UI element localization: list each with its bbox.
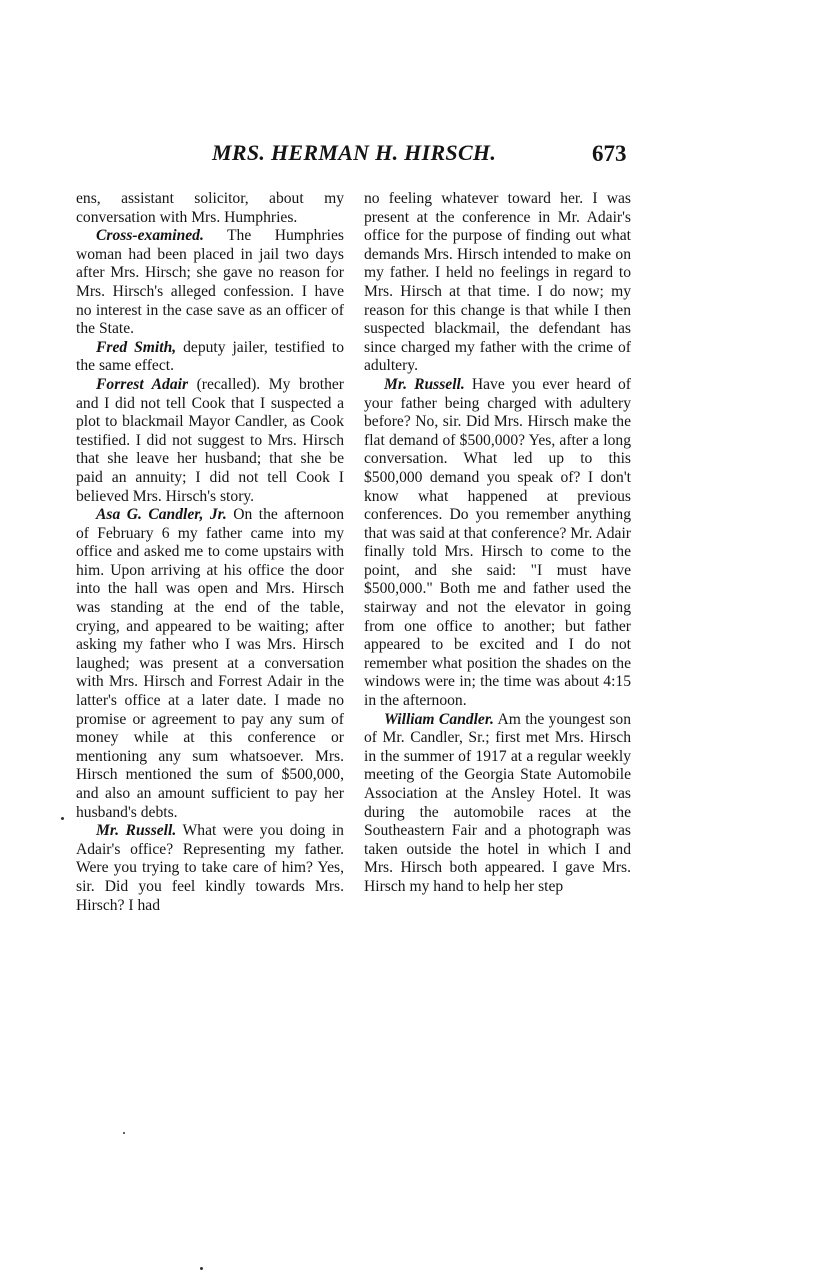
- page-number: 673: [592, 141, 627, 166]
- paragraph-continuation: ens, assistant solicitor, about my conversation with Mrs. Humphries.: [76, 190, 344, 226]
- paragraph-mr-russell: [76, 822, 344, 915]
- paragraph-text: Am the youngest son of Mr. Candler, Sr.; first met Mrs. Hirsch in the summer of 1917 at a regular weekly meeting of the Georgia State Automobile Association at the Ansley Hotel. It was during the automobile races at the Southeastern Fair and a photograph was taken outside the hotel in which I and Mrs. Hirsch both appeared. I gave Mrs. Hirsch my hand to help her step: [364, 710, 631, 895]
- paragraph-text: The Humphries woman had been placed in jail two days after Mrs. Hirsch; she gave no reason for Mrs. Hirsch's alleged confession. I have no interest in the case save as an officer of the State.: [76, 227, 344, 338]
- paragraph-fred-smith: [76, 339, 344, 376]
- paragraph-cross-examined: [76, 227, 344, 339]
- paragraph-forrest-adair: [76, 376, 344, 506]
- paragraph-text: Have you ever heard of your father being charged with adultery before? No, sir. Did Mrs. Hirsch make the flat demand of $500,000? Yes, after a long conversation. What led up to this $500,000 demand you speak of? I don't know what happened at previous conferences. Do you remember anything that was said at that conference? Mr. Adair finally told Mrs. Hirsch to come to the point, and she said: "I must have $500,000." Both me and father used the stairway and not the elevator in going from one office to another; but father appeared to be excited and I do not remember what position the shades on the windows were in; the time was about 4:15 in the afternoon.: [364, 375, 631, 710]
- scan-speck: [200, 1267, 203, 1270]
- scan-speck: [123, 1132, 125, 1134]
- paragraph-text: What were you doing in Adair's office? Representing my father. Were you trying to take care of him? Yes, sir. Did you feel kindly towards Mrs. Hirsch? I had: [76, 822, 344, 914]
- running-header-title: MRS. HERMAN H. HIRSCH.: [212, 140, 497, 165]
- paragraph-mr-russell: [364, 376, 631, 711]
- paragraph-text: On the afternoon of February 6 my father came into my office and asked me to come upstairs with him. Upon arriving at his office the door into the hall was open and Mrs. Hirsch was standing at the end of the table, crying, and appeared to be waiting; after asking my father who I was Mrs. Hirsch laughed; was present at a conversation with Mrs. Hirsch and Forrest Adair in the latter's office at a later date. I made no promise or agreement to pay any sum of money while at this conference or mentioning any sum whatsoever. Mrs. Hirsch mentioned the sum of $500,000, and also an amount sufficient to pay her husband's debts.: [76, 506, 344, 821]
- paragraph-william-candler: [364, 711, 631, 897]
- speaker-label: Mr. Russell.: [96, 822, 177, 840]
- left-column: [76, 190, 344, 915]
- speaker-label: Mr. Russell.: [384, 375, 465, 393]
- speaker-label: Fred Smith,: [96, 338, 177, 356]
- right-column: [364, 190, 631, 897]
- scan-speck: [61, 817, 64, 820]
- speaker-label: Forrest Adair: [96, 375, 189, 393]
- paragraph-continuation: no feeling whatever toward her. I was present at the conference in Mr. Adair's office for the purpose of finding out what demands Mrs. Hirsch intended to make on my father. I held no feelings in regard to Mrs. Hirsch at that time. I do now; my reason for this change is that while I then suspected blackmail, the defendant has since charged my father with the crime of adultery.: [364, 190, 631, 375]
- speaker-label: Asa G. Candler, Jr.: [96, 506, 227, 524]
- speaker-label: Cross-examined.: [96, 227, 204, 245]
- paragraph-text: (recalled). My brother and I did not tell Cook that I suspected a plot to blackmail Mayor Candler, as Cook testified. I did not suggest to Mrs. Hirsch that she leave her husband; that she be paid an annuity; I did not tell Cook I believed Mrs. Hirsch's story.: [76, 375, 344, 505]
- paragraph-asa-candler: [76, 506, 344, 822]
- speaker-label: William Candler.: [384, 710, 494, 728]
- paragraph-text: deputy jailer, testified to the same effect.: [76, 338, 345, 375]
